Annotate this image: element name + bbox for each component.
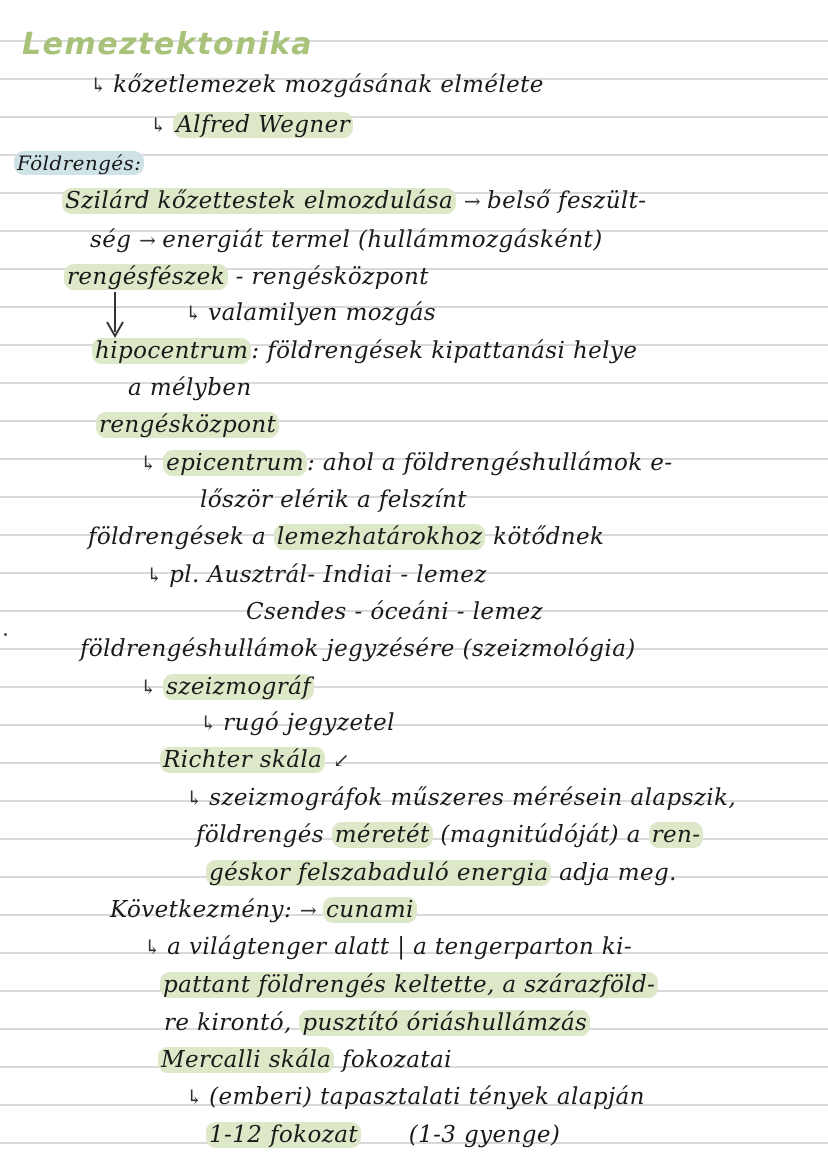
- note-line-4: Szilárd kőzettestek elmozdulása → belső feszült-: [62, 186, 646, 216]
- sub-arrow-icon: ↳: [186, 786, 204, 810]
- note-line-10: rengésközpont: [96, 410, 279, 440]
- sub-arrow-icon: ↳: [140, 675, 158, 699]
- note-line-17: ↳ szeizmográf: [140, 672, 314, 702]
- right-arrow-icon: →: [139, 228, 157, 252]
- sub-arrow-icon: ↳: [144, 935, 162, 959]
- note-line-21: földrengés méretét (magnitúdóját) a ren-: [196, 820, 703, 850]
- right-arrow-icon: →: [463, 189, 481, 213]
- highlight-alfred-wegner: Alfred Wegner: [173, 112, 353, 138]
- note-line-25: pattant földrengés keltette, a szárazföld-: [160, 970, 658, 1000]
- note-line-12: lőször elérik a felszínt: [200, 487, 467, 513]
- note-line-14: ↳ pl. Ausztrál- Indiai - lemez: [146, 562, 487, 588]
- note-line-16: földrengéshullámok jegyzésére (szeizmológia): [80, 636, 636, 662]
- note-line-18: ↳ rugó jegyzetel: [200, 710, 395, 736]
- note-line-26: re kirontó, pusztító óriáshullámzás: [164, 1008, 590, 1038]
- note-line-29: 1-12 fokozat (1-3 gyenge): [206, 1120, 560, 1150]
- sub-arrow-icon: ↳: [140, 451, 158, 475]
- note-line-20: ↳ szeizmográfok műszeres mérésein alapszik,: [186, 785, 737, 811]
- right-arrow-icon: →: [299, 898, 317, 922]
- stray-dot: [4, 633, 7, 636]
- page-title: [22, 27, 313, 62]
- sub-arrow-icon: ↳: [186, 1085, 204, 1109]
- note-line-2: [150, 110, 353, 140]
- heading-foldrenges: Földrengés:: [14, 151, 144, 175]
- note-line-19: Richter skála ↙: [160, 745, 356, 775]
- note-line-28: ↳ (emberi) tapasztalati tények alapján: [186, 1084, 645, 1110]
- sub-arrow-icon: ↳: [150, 113, 168, 137]
- down-arrow-icon: [103, 290, 127, 340]
- title-text: Lemeztektonika: [22, 27, 313, 62]
- note-line-15: Csendes - óceáni - lemez: [246, 599, 544, 625]
- note-line-1: ↳ kőzetlemezek mozgásának elmélete: [90, 72, 544, 98]
- sub-arrow-icon: ↳: [146, 563, 164, 587]
- note-line-22: géskor felszabaduló energia adja meg.: [206, 858, 677, 888]
- note-line-8: hipocentrum : földrengések kipattanási helye: [92, 336, 637, 366]
- sub-arrow-icon: ↳: [90, 73, 108, 97]
- note-line-27: Mercalli skála fokozatai: [158, 1045, 452, 1075]
- note-line-7: ↳ valamilyen mozgás: [185, 300, 437, 326]
- note-line-23: Következmény: → cunami: [110, 895, 417, 925]
- note-line-13: földrengések a lemezhatárokhoz kötődnek: [88, 524, 605, 550]
- curved-arrow-icon: ↙: [332, 748, 351, 772]
- note-line-3: [14, 148, 144, 178]
- note-line-6: rengésfészek - rengésközpont: [64, 262, 429, 292]
- note-line-11: ↳ epicentrum : ahol a földrengéshullámok e-: [140, 450, 673, 476]
- note-line-5: ség → energiát termel (hullámmozgásként): [90, 227, 603, 253]
- sub-arrow-icon: ↳: [185, 301, 203, 325]
- note-line-9: a mélyben: [128, 375, 252, 401]
- sub-arrow-icon: ↳: [200, 711, 218, 735]
- note-line-24: ↳ a világtenger alatt | a tengerparton ki-: [144, 934, 633, 960]
